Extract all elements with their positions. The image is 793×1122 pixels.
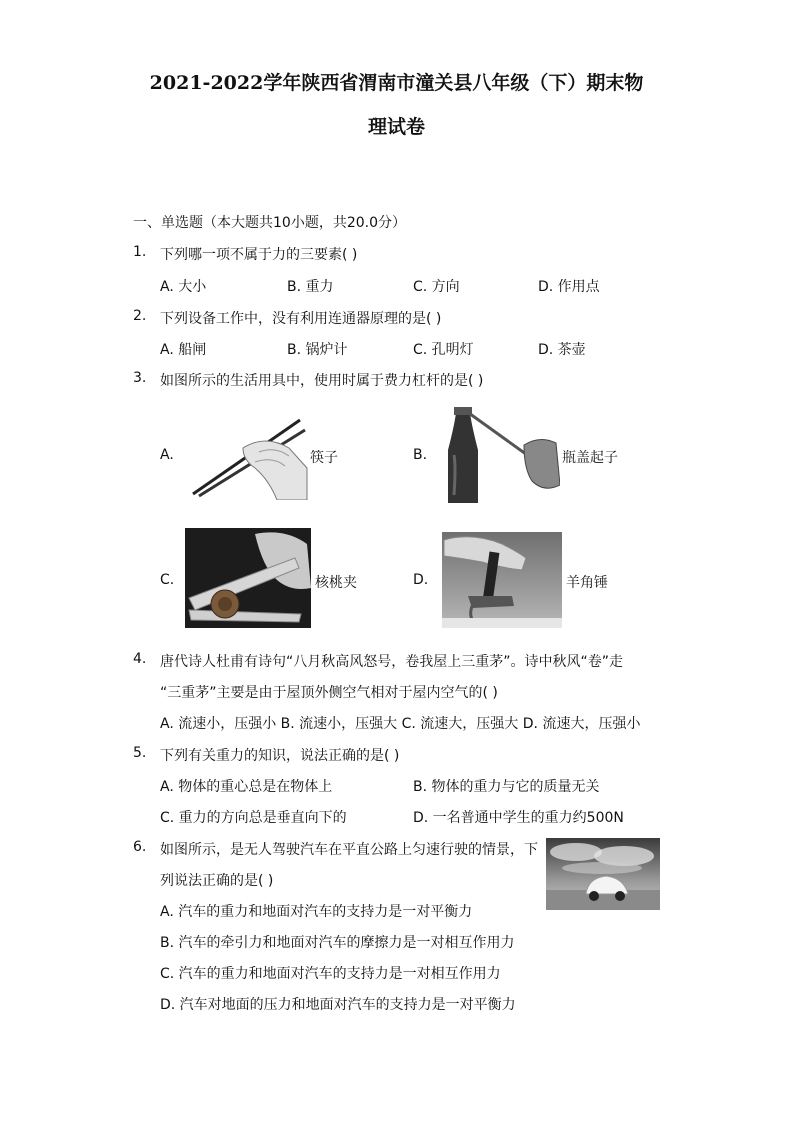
option-a: A. 大小 (160, 279, 207, 295)
option-c-label: 核桃夹 (315, 575, 357, 591)
option-d: D. 汽车对地面的压力和地面对汽车的支持力是一对平衡力 (160, 997, 516, 1013)
option-a-letter: A. (160, 447, 174, 463)
question-number: 5. (133, 745, 147, 761)
driverless-car-image (546, 838, 660, 910)
option-b-label: 瓶盖起子 (562, 450, 618, 466)
question-text: 下列有关重力的知识，说法正确的是( ) (160, 748, 400, 764)
question-text: 下列哪一项不属于力的三要素( ) (160, 247, 358, 263)
option-b: B. 锅炉计 (287, 342, 348, 358)
question-number: 2. (133, 308, 147, 324)
question-text: 下列设备工作中，没有利用连通器原理的是( ) (160, 311, 442, 327)
page-title-line-1: 2021-2022学年陕西省渭南市潼关县八年级（下）期末物 (149, 72, 644, 94)
option-c: C. 重力的方向总是垂直向下的 (160, 810, 347, 826)
option-c: C. 孔明灯 (413, 342, 474, 358)
option-a: A. 汽车的重力和地面对汽车的支持力是一对平衡力 (160, 904, 473, 920)
question-text-line-1: 如图所示，是无人驾驶汽车在平直公路上匀速行驶的情景，下 (160, 842, 538, 858)
claw-hammer-image (442, 532, 562, 628)
page-title-line-2: 理试卷 (367, 116, 425, 138)
question-number: 6. (133, 839, 147, 855)
section-header: 一、单选题（本大题共10小题，共20.0分） (133, 215, 406, 231)
question-text-line-2: “三重茅”主要是由于屋顶外侧空气相对于屋内空气的( ) (160, 685, 498, 701)
option-c-letter: C. (160, 572, 175, 588)
option-a: A. 船闸 (160, 342, 207, 358)
question-number: 4. (133, 651, 147, 667)
option-b: B. 重力 (287, 279, 334, 295)
option-d-label: 羊角锤 (566, 575, 608, 591)
chopsticks-image (185, 408, 310, 500)
option-d-letter: D. (413, 572, 429, 588)
option-a: A. 物体的重心总是在物体上 (160, 779, 333, 795)
question-text-line-1: 唐代诗人杜甫有诗句“八月秋高风怒号，卷我屋上三重茅”。诗中秋风“卷”走 (160, 654, 624, 670)
option-d: D. 一名普通中学生的重力约500N (413, 810, 624, 826)
options-line: A. 流速小，压强小 B. 流速小，压强大 C. 流速大，压强大 D. 流速大，压强小 (160, 716, 641, 732)
question-text: 如图所示的生活用具中，使用时属于费力杠杆的是( ) (160, 373, 484, 389)
question-text-line-2: 列说法正确的是( ) (160, 873, 274, 889)
question-number: 3. (133, 370, 147, 386)
option-c: C. 方向 (413, 279, 460, 295)
option-d: D. 作用点 (538, 279, 600, 295)
option-b: B. 汽车的牵引力和地面对汽车的摩擦力是一对相互作用力 (160, 935, 515, 951)
option-b: B. 物体的重力与它的质量无关 (413, 779, 600, 795)
bottle-opener-image (440, 405, 560, 503)
option-a-label: 筷子 (310, 450, 338, 466)
option-d: D. 茶壶 (538, 342, 586, 358)
nutcracker-image (185, 528, 311, 628)
option-c: C. 汽车的重力和地面对汽车的支持力是一对相互作用力 (160, 966, 501, 982)
question-number: 1. (133, 244, 147, 260)
option-b-letter: B. (413, 447, 428, 463)
